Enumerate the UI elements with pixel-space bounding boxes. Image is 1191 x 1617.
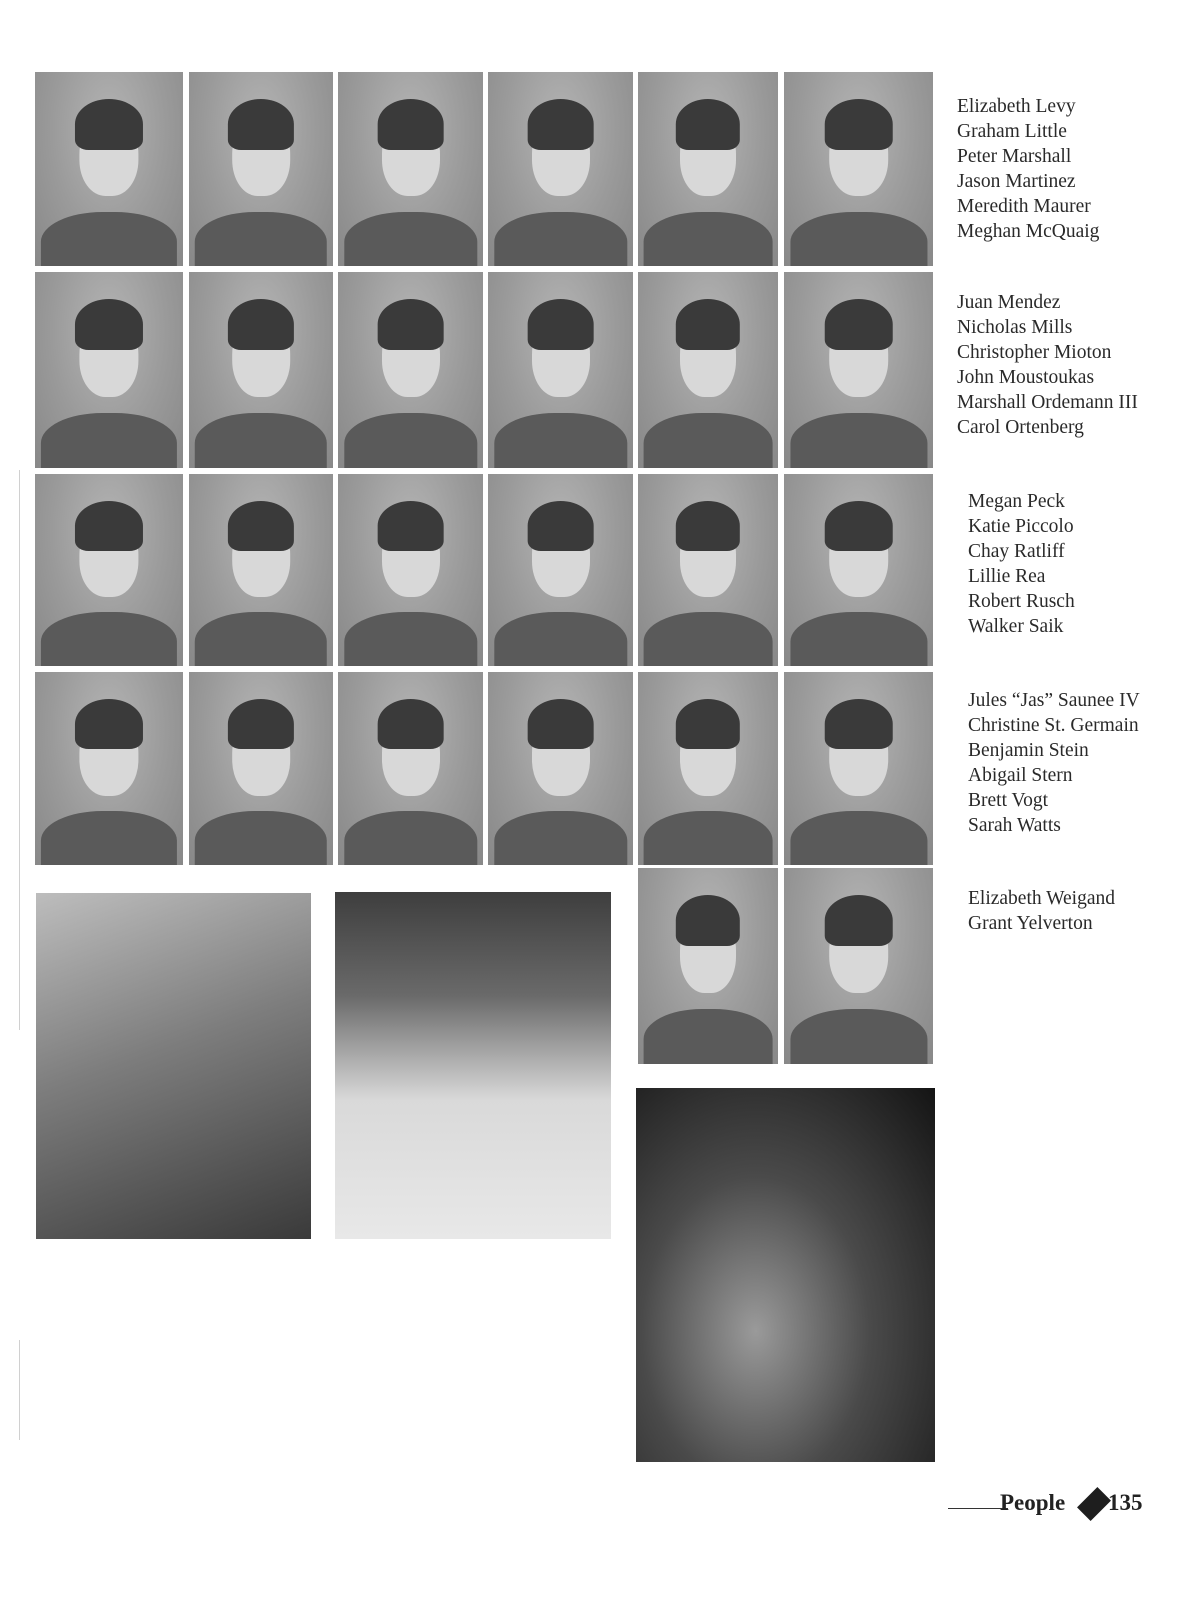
portrait-brett-vogt xyxy=(638,672,778,865)
name: Benjamin Stein xyxy=(968,740,1089,761)
name-list-row-5 xyxy=(968,886,1115,936)
portrait-jules-saunee xyxy=(35,672,183,865)
portrait-elizabeth-levy xyxy=(35,72,183,266)
diamond-icon xyxy=(1077,1487,1111,1521)
section-label: People xyxy=(1000,1490,1066,1515)
name: Nicholas Mills xyxy=(957,317,1073,338)
name: Megan Peck xyxy=(968,491,1065,512)
portrait-sarah-watts xyxy=(784,672,933,865)
page-footer xyxy=(948,1490,1158,1524)
portrait-chay-ratliff xyxy=(338,474,483,666)
portrait-elizabeth-weigand xyxy=(638,868,778,1064)
portrait-marshall-ordemann xyxy=(638,272,778,468)
name: Abigail Stern xyxy=(968,765,1073,786)
candid-photo-photographer-courtyard xyxy=(335,892,611,1239)
margin-line xyxy=(19,470,20,1030)
portrait-christopher-mioton xyxy=(338,272,483,468)
name: Grant Yelverton xyxy=(968,913,1093,934)
name-list-row-3 xyxy=(968,489,1075,639)
portrait-nicholas-mills xyxy=(189,272,333,468)
portrait-meredith-maurer xyxy=(638,72,778,266)
portrait-katie-piccolo xyxy=(189,474,333,666)
name: Carol Ortenberg xyxy=(957,417,1084,438)
name-list-row-4 xyxy=(968,688,1140,838)
portrait-christine-st-germain xyxy=(189,672,333,865)
portrait-graham-little xyxy=(189,72,333,266)
portrait-grant-yelverton xyxy=(784,868,933,1064)
name: Peter Marshall xyxy=(957,146,1072,167)
name: Elizabeth Weigand xyxy=(968,888,1115,909)
portrait-carol-ortenberg xyxy=(784,272,933,468)
name: Chay Ratliff xyxy=(968,541,1065,562)
name: Robert Rusch xyxy=(968,591,1075,612)
name: Marshall Ordemann III xyxy=(957,392,1138,413)
name: Lillie Rea xyxy=(968,566,1046,587)
name: John Moustoukas xyxy=(957,367,1095,388)
name-list-row-2 xyxy=(957,290,1138,440)
name: Graham Little xyxy=(957,121,1067,142)
name: Katie Piccolo xyxy=(968,516,1074,537)
name: Jules “Jas” Saunee IV xyxy=(968,690,1140,711)
name: Juan Mendez xyxy=(957,292,1061,313)
portrait-jason-martinez xyxy=(488,72,633,266)
margin-line xyxy=(19,1340,20,1440)
portrait-juan-mendez xyxy=(35,272,183,468)
portrait-meghan-mcquaig xyxy=(784,72,933,266)
portrait-walker-saik xyxy=(784,474,933,666)
portrait-benjamin-stein xyxy=(338,672,483,865)
name: Sarah Watts xyxy=(968,815,1061,836)
portrait-robert-rusch xyxy=(638,474,778,666)
portrait-peter-marshall xyxy=(338,72,483,266)
candid-photo-students-at-table xyxy=(636,1088,935,1462)
portrait-john-moustoukas xyxy=(488,272,633,468)
footer-rule xyxy=(948,1508,1008,1509)
portrait-lillie-rea xyxy=(488,474,633,666)
name: Walker Saik xyxy=(968,616,1064,637)
name: Elizabeth Levy xyxy=(957,96,1076,117)
portrait-megan-peck xyxy=(35,474,183,666)
name: Christine St. Germain xyxy=(968,715,1139,736)
name: Meredith Maurer xyxy=(957,196,1091,217)
name: Christopher Mioton xyxy=(957,342,1112,363)
portrait-abigail-stern xyxy=(488,672,633,865)
name-list-row-1 xyxy=(957,94,1099,244)
name: Jason Martinez xyxy=(957,171,1076,192)
page-number: 135 xyxy=(1108,1490,1143,1515)
name: Meghan McQuaig xyxy=(957,221,1100,242)
candid-photo-boy-at-railing xyxy=(36,893,311,1239)
name: Brett Vogt xyxy=(968,790,1048,811)
